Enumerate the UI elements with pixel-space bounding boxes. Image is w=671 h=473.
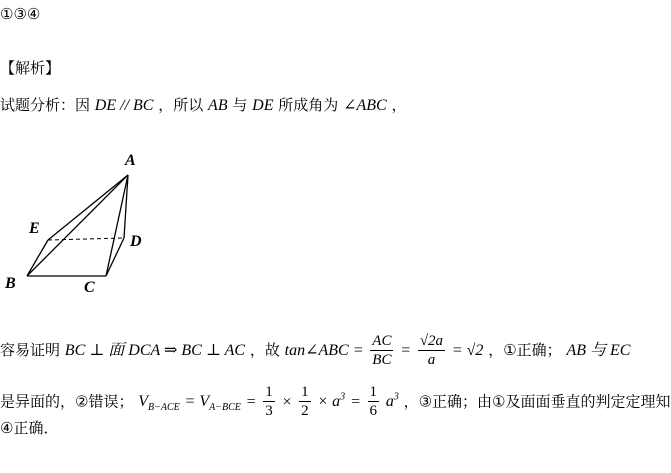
label-d: D [130,233,142,250]
fraction-numerator: 1 [369,384,378,401]
end-comma: ， [391,96,407,114]
with-text: 与 [232,96,248,114]
volume-subscript-1: B−ACE [148,402,180,414]
ab-symbol: AB [208,97,228,114]
volume-equals: = V [184,393,210,411]
edge-cd [106,238,124,276]
cube-exponent-2: 3 [393,392,399,403]
proof-line-2 [0,376,671,431]
correct-1: ，①正确； [488,341,562,359]
edge-ed-hidden [48,238,124,240]
a-symbol: a [385,393,394,411]
de-symbol: DE [252,97,274,114]
fraction-one-half [299,383,311,420]
analysis-line [0,95,407,116]
de-parallel-bc: DE // BC [94,97,154,114]
label-c: C [84,279,95,296]
ab-ec: AB 与 EC [566,342,631,359]
angle-text: 所成角为 [278,96,339,114]
fraction-denominator: 2 [301,403,309,420]
equals-sign-2: = [245,393,257,411]
comma-text: ，所以 [158,96,204,114]
so-tan: ，故 [249,341,280,359]
fraction-denominator: 6 [369,403,378,420]
fraction-one-sixth [368,383,380,420]
volume-v1 [138,393,180,414]
answer: ①③④ [0,5,41,23]
label-a: A [125,152,136,169]
line2-prefix: 是异面的，②错误； [0,392,134,411]
label-e: E [29,220,40,237]
proof-line-3: ④正确． [0,419,59,437]
equals-sign: = [400,342,412,359]
fraction-numerator: 1 [265,384,273,401]
pyramid-diagram [0,145,180,305]
analysis-intro: 试题分析：因 [0,96,91,114]
proof-line-1 [0,330,630,371]
fraction-numerator: √2a [419,333,444,349]
times-a-text: × a [317,393,341,411]
equals-sqrt2: = √2 [451,342,484,359]
fraction-denominator: a [427,352,436,368]
section-title: 【解析】 [0,59,61,77]
volume-subscript-2: A−BCE [209,402,241,414]
fraction-one-third [263,383,275,420]
volume-v2 [184,393,241,414]
fraction-numerator: 1 [301,384,309,401]
fraction-sqrt2a-a [418,332,445,369]
angle-abc: ∠ABC [343,97,387,114]
times-a [317,393,345,410]
fraction-ac-bc [370,332,393,369]
fraction-denominator: 3 [265,403,273,420]
a-cubed [386,393,399,410]
equals-sign-3: = [349,393,361,411]
bc-perp-plane: BC ⊥ 面 DCA ⇒ BC ⊥ AC [64,342,246,359]
proof-prefix: 容易证明 [0,341,61,359]
proof-tail: ，③正确；由①及面面垂直的判定定理知 [403,392,671,411]
tan-expr: tan∠ABC = [284,342,364,359]
fraction-numerator: AC [372,333,392,349]
volume-symbol: V [138,393,149,411]
fraction-denominator: BC [372,352,392,368]
times-sign: × [281,393,293,411]
label-b: B [5,275,16,292]
cube-exponent: 3 [340,392,346,403]
